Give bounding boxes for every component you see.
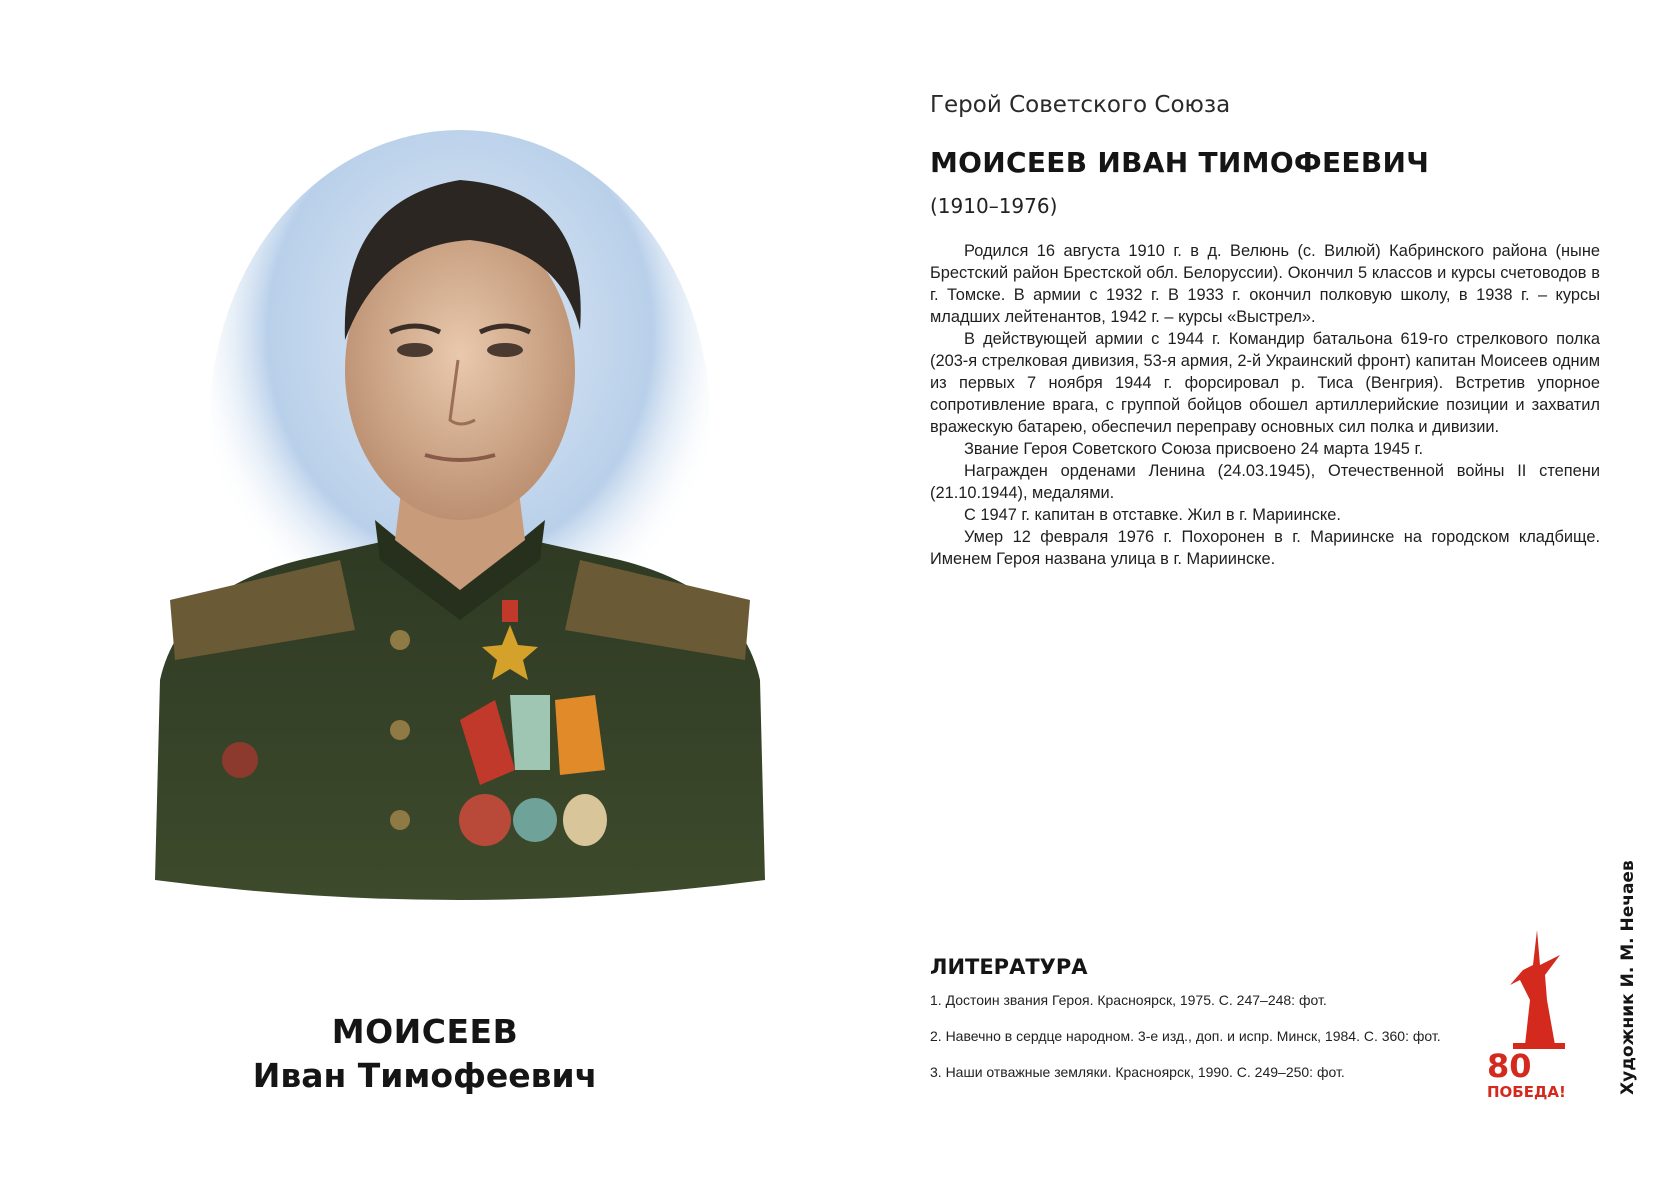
bio-paragraph: Родился 16 августа 1910 г. в д. Велюнь (с. Вилюй) Кабринского района (ныне Брестский район Брестской обл. Белоруссии). Окончил 5 классов и курсы счетоводов в г. Томске. В армии с 1932 г. В 1933 г. окончил полковую школу, в 1938 г. – курсы младших лейтенантов, 1942 г. – курсы «Выстрел». [930, 242, 1600, 326]
caption-given-names: Иван Тимофеевич [252, 1056, 598, 1095]
logo-word: ПОБЕДА! [1487, 1083, 1566, 1100]
literature-item: 2. Навечно в сердце народном. 3-е изд., доп. и испр. Минск, 1984. С. 360: фот. [930, 1028, 1441, 1044]
literature-list [930, 992, 1450, 1100]
literature-item: 1. Достоин звания Героя. Красноярск, 1975. С. 247–248: фот. [930, 992, 1327, 1008]
victory-80-logo [1485, 925, 1585, 1100]
soldier-portrait-illustration [140, 120, 780, 920]
bio-paragraph: Награжден орденами Ленина (24.03.1945), Отечественной войны II степени (21.10.1944), медалями. [930, 462, 1600, 502]
bio-paragraph: В действующей армии с 1944 г. Командир батальона 619-го стрелкового полка (203-я стрелковая дивизия, 53-я армия, 2-й Украинский фронт) капитан Моисеев одним из первых 7 ноября 1944 г. форсировал р. Тиса (Венгрия). Встретив упорное сопротивление врага, с группой бойцов обошел артиллерийские позиции и захватил вражескую батарею, обеспечил переправу основных сил полка и дивизии. [930, 330, 1600, 436]
caption-surname: МОИСЕЕВ [331, 1012, 519, 1051]
bio-paragraph: Звание Героя Советского Союза присвоено 24 марта 1945 г. [964, 440, 1424, 458]
life-years: (1910–1976) [930, 194, 1058, 218]
bio-paragraph: С 1947 г. капитан в отставке. Жил в г. Мариинске. [964, 506, 1341, 524]
bio-paragraph: Умер 12 февраля 1976 г. Похоронен в г. Мариинске на городском кладбище. Именем Героя названа улица в г. Мариинске. [930, 528, 1600, 568]
portrait-caption [140, 1010, 710, 1098]
biography-text [930, 240, 1600, 570]
hero-full-name: МОИСЕЕВ ИВАН ТИМОФЕЕВИЧ [930, 146, 1430, 179]
artist-credit: Художник И. М. Нечаев [1618, 860, 1638, 1095]
literature-item: 3. Наши отважные земляки. Красноярск, 1990. С. 249–250: фот. [930, 1064, 1345, 1080]
logo-number: 80 [1487, 1047, 1532, 1085]
hero-title-eyebrow: Герой Советского Союза [930, 92, 1231, 118]
literature-heading: ЛИТЕРАТУРА [930, 955, 1088, 979]
